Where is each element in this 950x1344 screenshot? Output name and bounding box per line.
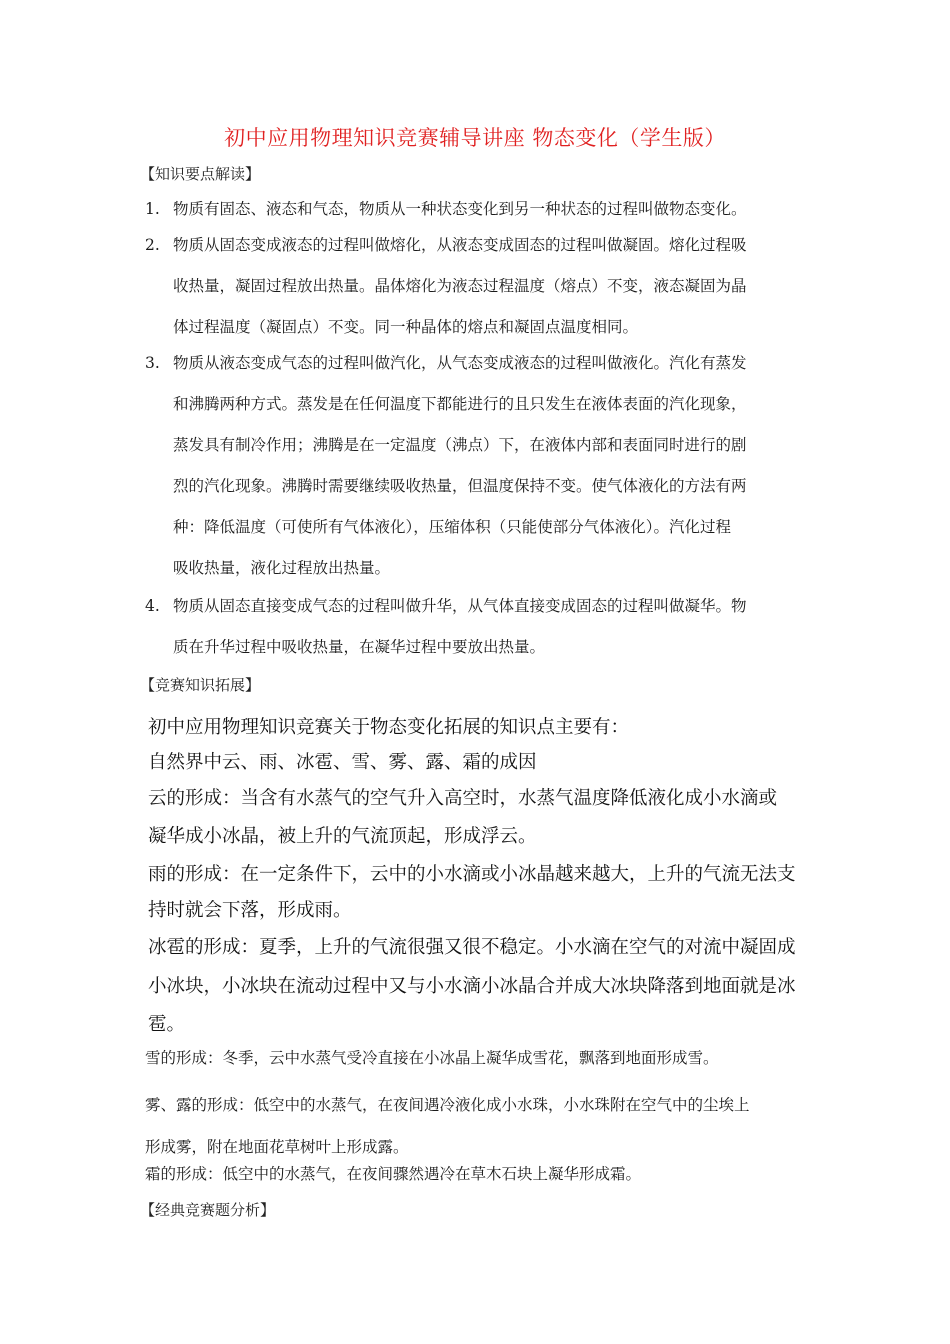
scan-line: 小冰块，小冰块在流动过程中又与小水滴小冰晶合并成大冰块降落到地面就是冰 [148, 976, 796, 997]
item-line: 物质从固态直接变成气态的过程叫做升华，从气体直接变成固态的过程叫做凝华。物 [173, 597, 747, 615]
item-line: 吸收热量，液化过程放出热量。 [173, 559, 391, 577]
scan-line: 凝华成小冰晶，被上升的气流顶起，形成浮云。 [148, 826, 537, 847]
item-line: 物质从固态变成液态的过程叫做熔化，从液态变成固态的过程叫做凝固。熔化过程吸 [173, 236, 747, 254]
scan-line: 自然界中云、雨、冰雹、雪、雾、露、霜的成因 [148, 752, 537, 773]
item-number: 2. [145, 236, 160, 254]
list-item [145, 225, 810, 348]
item-number: 1. [145, 200, 160, 218]
list-item [145, 343, 810, 589]
scan-line: 雹。 [148, 1014, 186, 1035]
paragraph-line: 霜的形成：低空中的水蒸气，在夜间骤然遇冷在草木石块上凝华形成霜。 [145, 1165, 642, 1183]
scan-line: 冰雹的形成：夏季，上升的气流很强又很不稳定。小水滴在空气的对流中凝固成 [148, 937, 796, 958]
scan-line: 云的形成：当含有水蒸气的空气升入高空时，水蒸气温度降低液化成小水滴或 [148, 788, 778, 809]
scan-line: 持时就会下落，形成雨。 [148, 900, 352, 921]
list-item [145, 189, 810, 230]
item-number: 3. [145, 354, 160, 372]
scan-line: 雨的形成：在一定条件下，云中的小水滴或小冰晶越来越大，上升的气流无法支 [148, 864, 796, 885]
item-number: 4. [145, 597, 160, 615]
scan-line: 初中应用物理知识竞赛关于物态变化拓展的知识点主要有： [148, 717, 630, 738]
item-line: 物质有固态、液态和气态，物质从一种状态变化到另一种状态的过程叫做物态变化。 [173, 200, 747, 218]
section-heading-analysis: 【经典竞赛题分析】 [140, 1201, 276, 1219]
item-line: 和沸腾两种方式。蒸发是在任何温度下都能进行的且只发生在液体表面的汽化现象， [173, 395, 747, 413]
item-line: 物质从液态变成气态的过程叫做汽化，从气态变成液态的过程叫做液化。汽化有蒸发 [173, 354, 747, 372]
item-line: 体过程温度（凝固点）不变。同一种晶体的熔点和凝固点温度相同。 [173, 318, 639, 336]
paragraph-fog-dew [145, 1084, 810, 1168]
paragraph-frost [145, 1162, 810, 1184]
paragraph-line: 雪的形成：冬季，云中水蒸气受冷直接在小冰晶上凝华成雪花，飘落到地面形成雪。 [145, 1049, 719, 1067]
item-line: 蒸发具有制冷作用；沸腾是在一定温度（沸点）下，在液体内部和表面同时进行的剧 [173, 436, 747, 454]
paragraph-line: 形成雾，附在地面花草树叶上形成露。 [145, 1138, 409, 1156]
section-heading-extension: 【竞赛知识拓展】 [140, 676, 261, 694]
item-line: 种：降低温度（可使所有气体液化），压缩体积（只能使部分气体液化）。汽化过程 [173, 518, 732, 536]
item-line: 质在升华过程中吸收热量，在凝华过程中要放出热量。 [173, 638, 546, 656]
item-line: 烈的汽化现象。沸腾时需要继续吸收热量，但温度保持不变。使气体液化的方法有两 [173, 477, 747, 495]
document-title: 初中应用物理知识竞赛辅导讲座 物态变化（学生版） [224, 126, 726, 150]
list-item [145, 586, 810, 668]
item-line: 收热量，凝固过程放出热量。晶体熔化为液态过程温度（熔点）不变，液态凝固为晶 [173, 277, 747, 295]
paragraph-line: 雾、露的形成：低空中的水蒸气，在夜间遇冷液化成小水珠，小水珠附在空气中的尘埃上 [145, 1096, 750, 1114]
section-heading-key-points: 【知识要点解读】 [140, 165, 261, 183]
paragraph-snow [145, 1046, 810, 1068]
scanned-text-block [148, 710, 818, 1044]
